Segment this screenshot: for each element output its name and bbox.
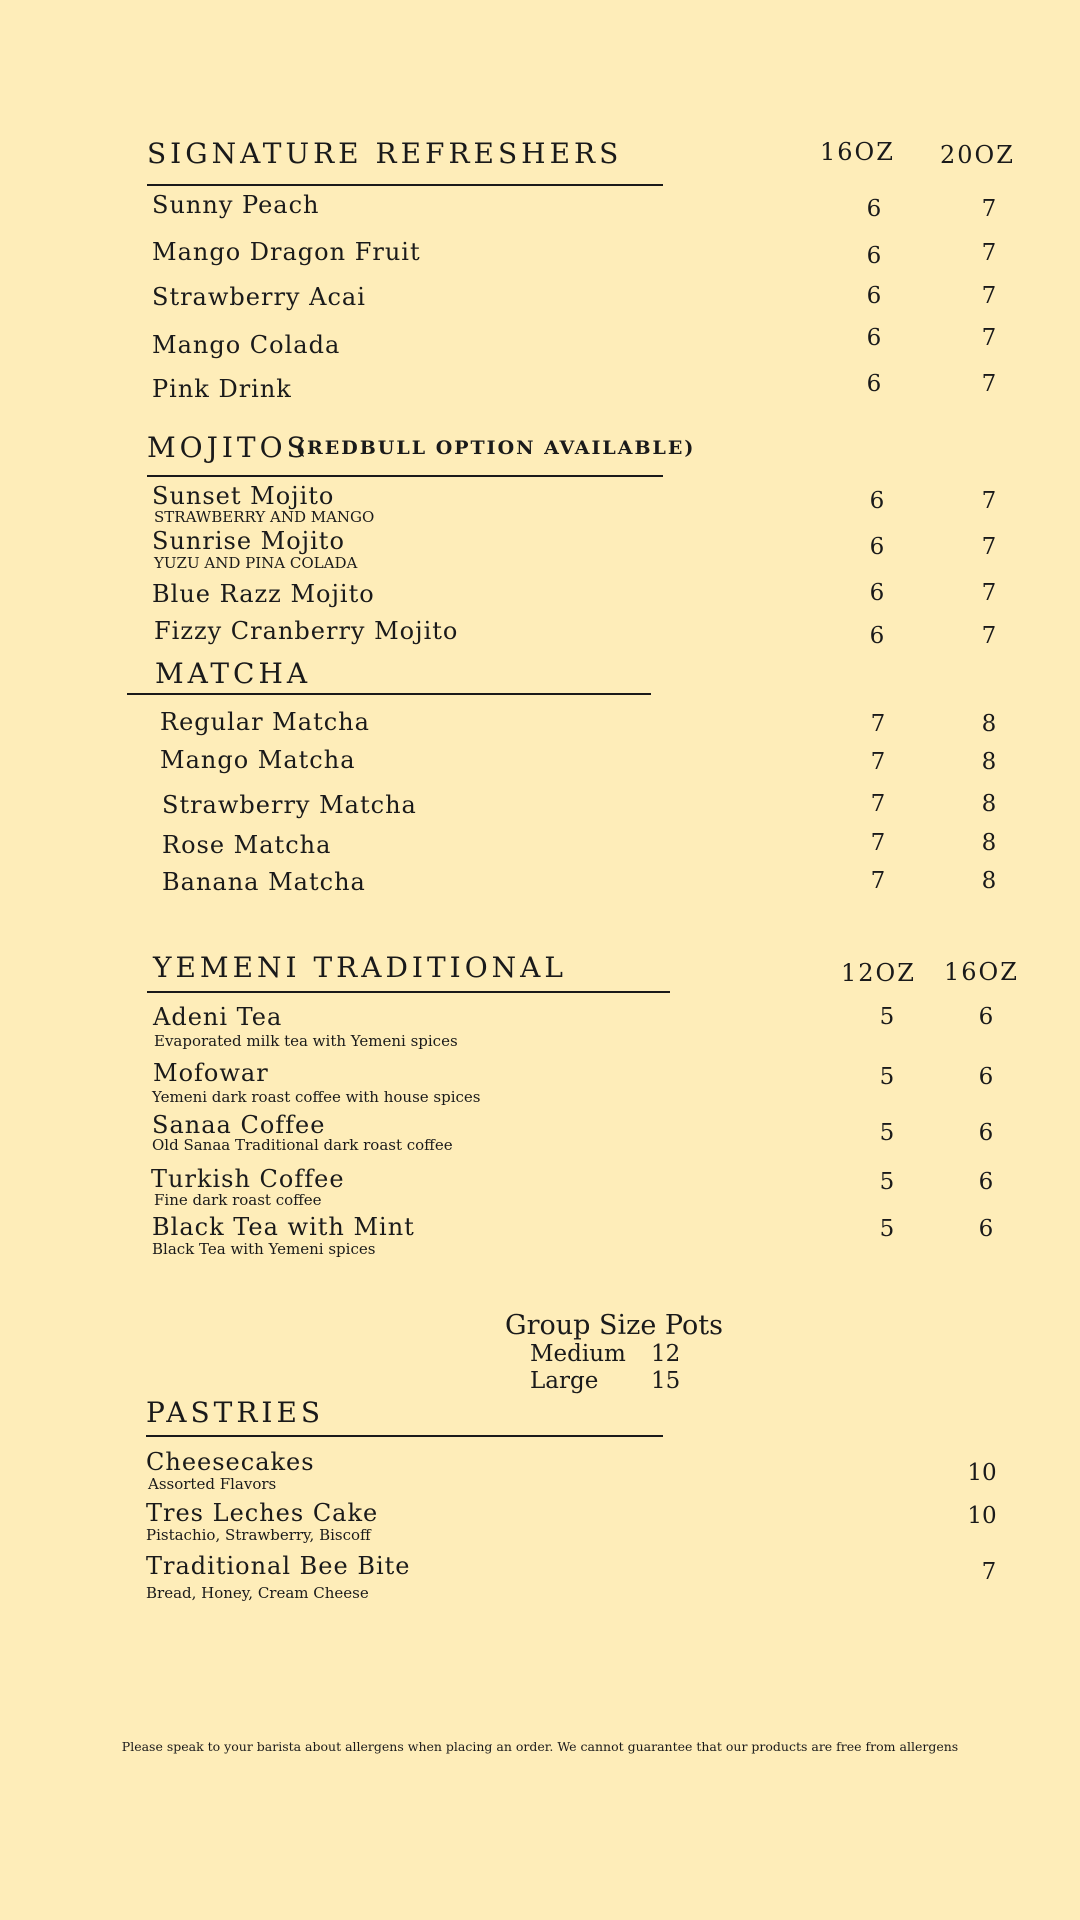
menu-item-price: 6 (869, 488, 885, 514)
menu-item-price: 6 (866, 371, 882, 397)
pot-size-price: 12 (651, 1341, 681, 1367)
menu-item-name: Sunset Mojito (152, 482, 335, 510)
menu-item-price: 7 (981, 325, 997, 351)
section-divider (127, 693, 651, 695)
menu-item-price: 6 (866, 283, 882, 309)
menu-item-name: Strawberry Matcha (162, 791, 417, 819)
menu-item-name: Banana Matcha (162, 868, 366, 896)
menu-item-price: 7 (870, 830, 886, 856)
allergen-notice: Please speak to your barista about allergens when placing an order. We cannot guarantee that our products are free from allergens (121, 1739, 959, 1754)
menu-item-name: Traditional Bee Bite (146, 1552, 411, 1580)
menu-item-price: 7 (981, 283, 997, 309)
menu-item-price: 6 (866, 243, 882, 269)
menu-item-price: 7 (870, 868, 886, 894)
section-title-refreshers: SIGNATURE REFRESHERS (147, 137, 623, 170)
menu-item-price: 8 (981, 791, 997, 817)
menu-item-price: 7 (981, 534, 997, 560)
menu-item-price: 5 (879, 1064, 895, 1090)
size-header-16oz: 16OZ (820, 138, 895, 166)
section-title-yemeni: YEMENI TRADITIONAL (153, 951, 567, 984)
menu-item-price: 10 (967, 1503, 997, 1529)
menu-item-price: 7 (981, 196, 997, 222)
menu-item-description: STRAWBERRY AND MANGO (154, 508, 375, 526)
menu-item-price: 7 (870, 711, 886, 737)
menu-item-price: 7 (981, 580, 997, 606)
pot-size-price: 15 (651, 1368, 681, 1394)
menu-item-name: Turkish Coffee (151, 1165, 345, 1193)
menu-item-price: 8 (981, 749, 997, 775)
menu-item-price: 6 (869, 534, 885, 560)
pots-title: Group Size Pots (505, 1310, 723, 1341)
menu-item-description: Assorted Flavors (148, 1475, 277, 1493)
size-header-16oz: 16OZ (944, 958, 1019, 986)
menu-item-name: Rose Matcha (162, 831, 332, 859)
menu-item-price: 7 (981, 623, 997, 649)
menu-item-description: Bread, Honey, Cream Cheese (146, 1584, 369, 1602)
menu-item-name: Sunny Peach (152, 191, 320, 219)
menu-item-price: 10 (967, 1460, 997, 1486)
menu-item-name: Mofowar (153, 1059, 269, 1087)
menu-item-description: Yemeni dark roast coffee with house spices (152, 1088, 481, 1106)
menu-item-price: 7 (981, 1559, 997, 1585)
menu-item-price: 6 (978, 1169, 994, 1195)
menu-item-description: YUZU AND PINA COLADA (154, 554, 358, 572)
size-header-20oz: 20OZ (940, 141, 1015, 169)
menu-item-price: 6 (866, 325, 882, 351)
menu-item-description: Black Tea with Yemeni spices (152, 1240, 376, 1258)
menu-item-name: Sunrise Mojito (152, 527, 345, 555)
section-title-mojitos: MOJITOS (147, 431, 310, 464)
menu-item-price: 6 (866, 196, 882, 222)
menu-item-price: 7 (981, 371, 997, 397)
menu-item-price: 6 (978, 1064, 994, 1090)
menu-item-price: 6 (978, 1216, 994, 1242)
menu-item-description: Pistachio, Strawberry, Biscoff (146, 1526, 371, 1544)
menu-item-price: 6 (869, 580, 885, 606)
menu-item-name: Regular Matcha (160, 708, 370, 736)
menu-item-description: Old Sanaa Traditional dark roast coffee (152, 1136, 453, 1154)
menu-item-price: 8 (981, 711, 997, 737)
menu-item-price: 7 (981, 240, 997, 266)
menu-item-price: 8 (981, 830, 997, 856)
menu-item-price: 6 (869, 623, 885, 649)
section-title-pastries: PASTRIES (146, 1396, 325, 1429)
menu-item-price: 7 (981, 488, 997, 514)
menu-item-price: 6 (978, 1120, 994, 1146)
section-divider (147, 184, 663, 186)
menu-item-name: Black Tea with Mint (152, 1213, 415, 1241)
section-divider (146, 1435, 663, 1437)
menu-item-name: Pink Drink (152, 375, 292, 403)
menu-item-description: Fine dark roast coffee (154, 1191, 322, 1209)
menu-item-price: 6 (978, 1004, 994, 1030)
menu-item-price: 5 (879, 1120, 895, 1146)
menu-item-name: Tres Leches Cake (146, 1499, 379, 1527)
section-divider (147, 475, 663, 477)
menu-item-price: 7 (870, 791, 886, 817)
section-title-matcha: MATCHA (155, 657, 312, 690)
menu-item-name: Fizzy Cranberry Mojito (154, 617, 459, 645)
menu-item-name: Cheesecakes (146, 1448, 315, 1476)
section-subtitle-mojitos: (REDBULL OPTION AVAILABLE) (296, 437, 696, 459)
menu-item-price: 5 (879, 1169, 895, 1195)
menu-item-name: Mango Matcha (160, 746, 356, 774)
pot-size-label: Medium (530, 1341, 626, 1367)
menu-item-name: Strawberry Acai (152, 283, 366, 311)
menu-item-price: 8 (981, 868, 997, 894)
menu-item-name: Mango Dragon Fruit (152, 238, 421, 266)
menu-item-name: Mango Colada (152, 331, 341, 359)
pot-size-label: Large (530, 1368, 599, 1394)
menu-item-name: Blue Razz Mojito (152, 580, 375, 608)
menu-item-name: Adeni Tea (153, 1003, 283, 1031)
menu-item-price: 7 (870, 749, 886, 775)
size-header-12oz: 12OZ (841, 959, 916, 987)
menu-item-price: 5 (879, 1004, 895, 1030)
menu-item-description: Evaporated milk tea with Yemeni spices (154, 1032, 458, 1050)
section-divider (147, 991, 670, 993)
menu-item-price: 5 (879, 1216, 895, 1242)
menu-item-name: Sanaa Coffee (152, 1111, 326, 1139)
